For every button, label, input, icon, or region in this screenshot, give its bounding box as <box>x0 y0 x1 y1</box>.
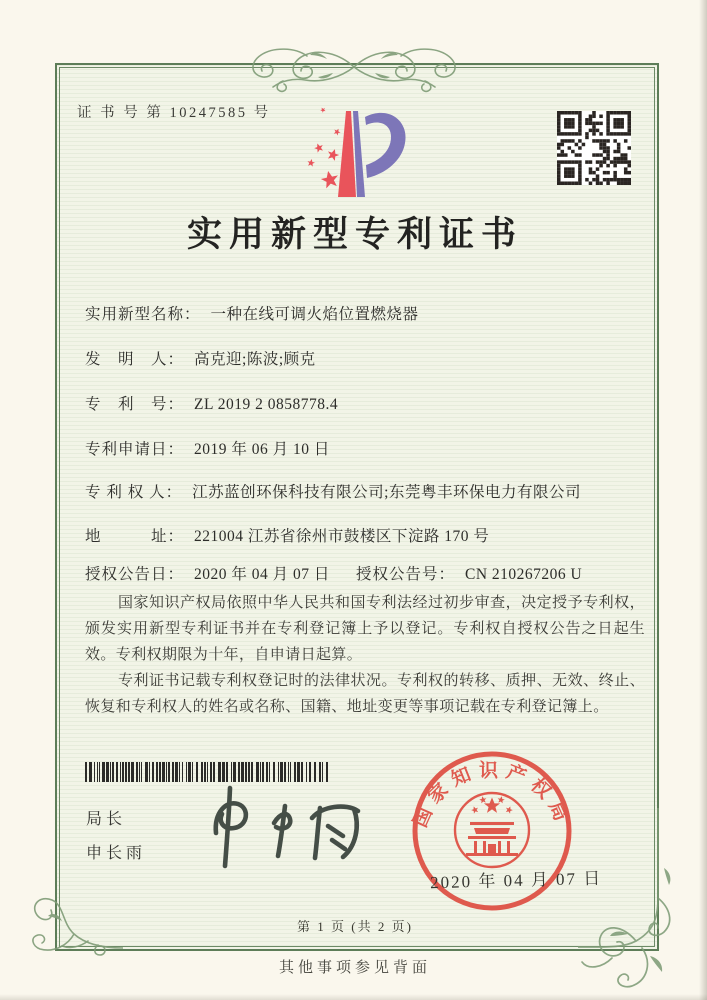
field-value: 221004 江苏省徐州市鼓楼区下淀路 170 号 <box>194 528 490 545</box>
page-title: 实用新型专利证书 <box>186 215 523 254</box>
national-emblem-icon <box>455 793 529 867</box>
field-label: 专利申请日： <box>85 441 185 458</box>
field-row-grant <box>85 562 645 584</box>
scan-edge-shadow <box>0 994 707 1000</box>
legal-text-block <box>85 590 645 720</box>
cnipa-logo-icon <box>286 97 426 209</box>
seal-date: 2020 年 04 月 07 日 <box>429 868 603 893</box>
legal-paragraph-1: 国家知识产权局依照中华人民共和国专利法经过初步审查，决定授予专利权，颁发实用新型专利证书并在专利登记簿上予以登记。专利权自授权公告之日起生效。专利权期限为十年，自申请日起算。 <box>85 595 645 663</box>
field-value: 2019 年 06 月 10 日 <box>194 441 330 458</box>
field-label: 专 利 权 人： <box>85 484 183 501</box>
signature-shen-changyu-icon <box>196 778 376 873</box>
field-label: 专 利 号： <box>85 396 185 413</box>
officer-name: 申长雨 <box>86 845 147 862</box>
field-value: 高克迎;陈波;顾克 <box>194 351 316 368</box>
seal-agency-text: 国家知识产权局 <box>409 760 575 831</box>
field-value: 一种在线可调火焰位置燃烧器 <box>210 306 419 323</box>
legal-paragraph-2: 专利证书记载专利权登记时的法律状况。专利权的转移、质押、无效、终止、恢复和专利权人的姓名或名称、国籍、地址变更等事项记载在专利登记簿上。 <box>85 673 645 715</box>
certificate-number: 证 书 号 第 10247585 号 <box>77 105 271 121</box>
field-label: 授权公告号： <box>356 566 456 583</box>
field-row-filing-date <box>85 437 645 459</box>
field-label: 发 明 人： <box>85 351 185 368</box>
field-label: 实用新型名称： <box>85 306 201 323</box>
officer-title: 局长 <box>86 811 127 828</box>
page-number: 第 1 页 (共 2 页) <box>297 919 413 934</box>
field-row-patent-number <box>85 392 645 414</box>
field-value: CN 210267206 U <box>465 566 583 583</box>
field-value: ZL 2019 2 0858778.4 <box>194 396 339 413</box>
field-row-inventors <box>85 347 645 369</box>
grant-number-pair <box>356 562 582 584</box>
field-value: 江苏蓝创环保科技有限公司;东莞粤丰环保电力有限公司 <box>192 484 581 501</box>
field-row-address <box>85 524 645 546</box>
field-label: 授权公告日： <box>85 566 185 583</box>
field-value: 2020 年 04 月 07 日 <box>194 566 330 583</box>
field-row-patentee <box>85 480 645 502</box>
field-label: 地 址： <box>85 528 185 545</box>
qr-code-icon <box>557 111 631 185</box>
svg-text:国家知识产权局 <box>409 758 575 830</box>
scan-edge-shadow <box>699 0 707 1000</box>
back-side-note: 其他事项参见背面 <box>278 960 431 976</box>
field-row-utility-name <box>85 302 645 324</box>
